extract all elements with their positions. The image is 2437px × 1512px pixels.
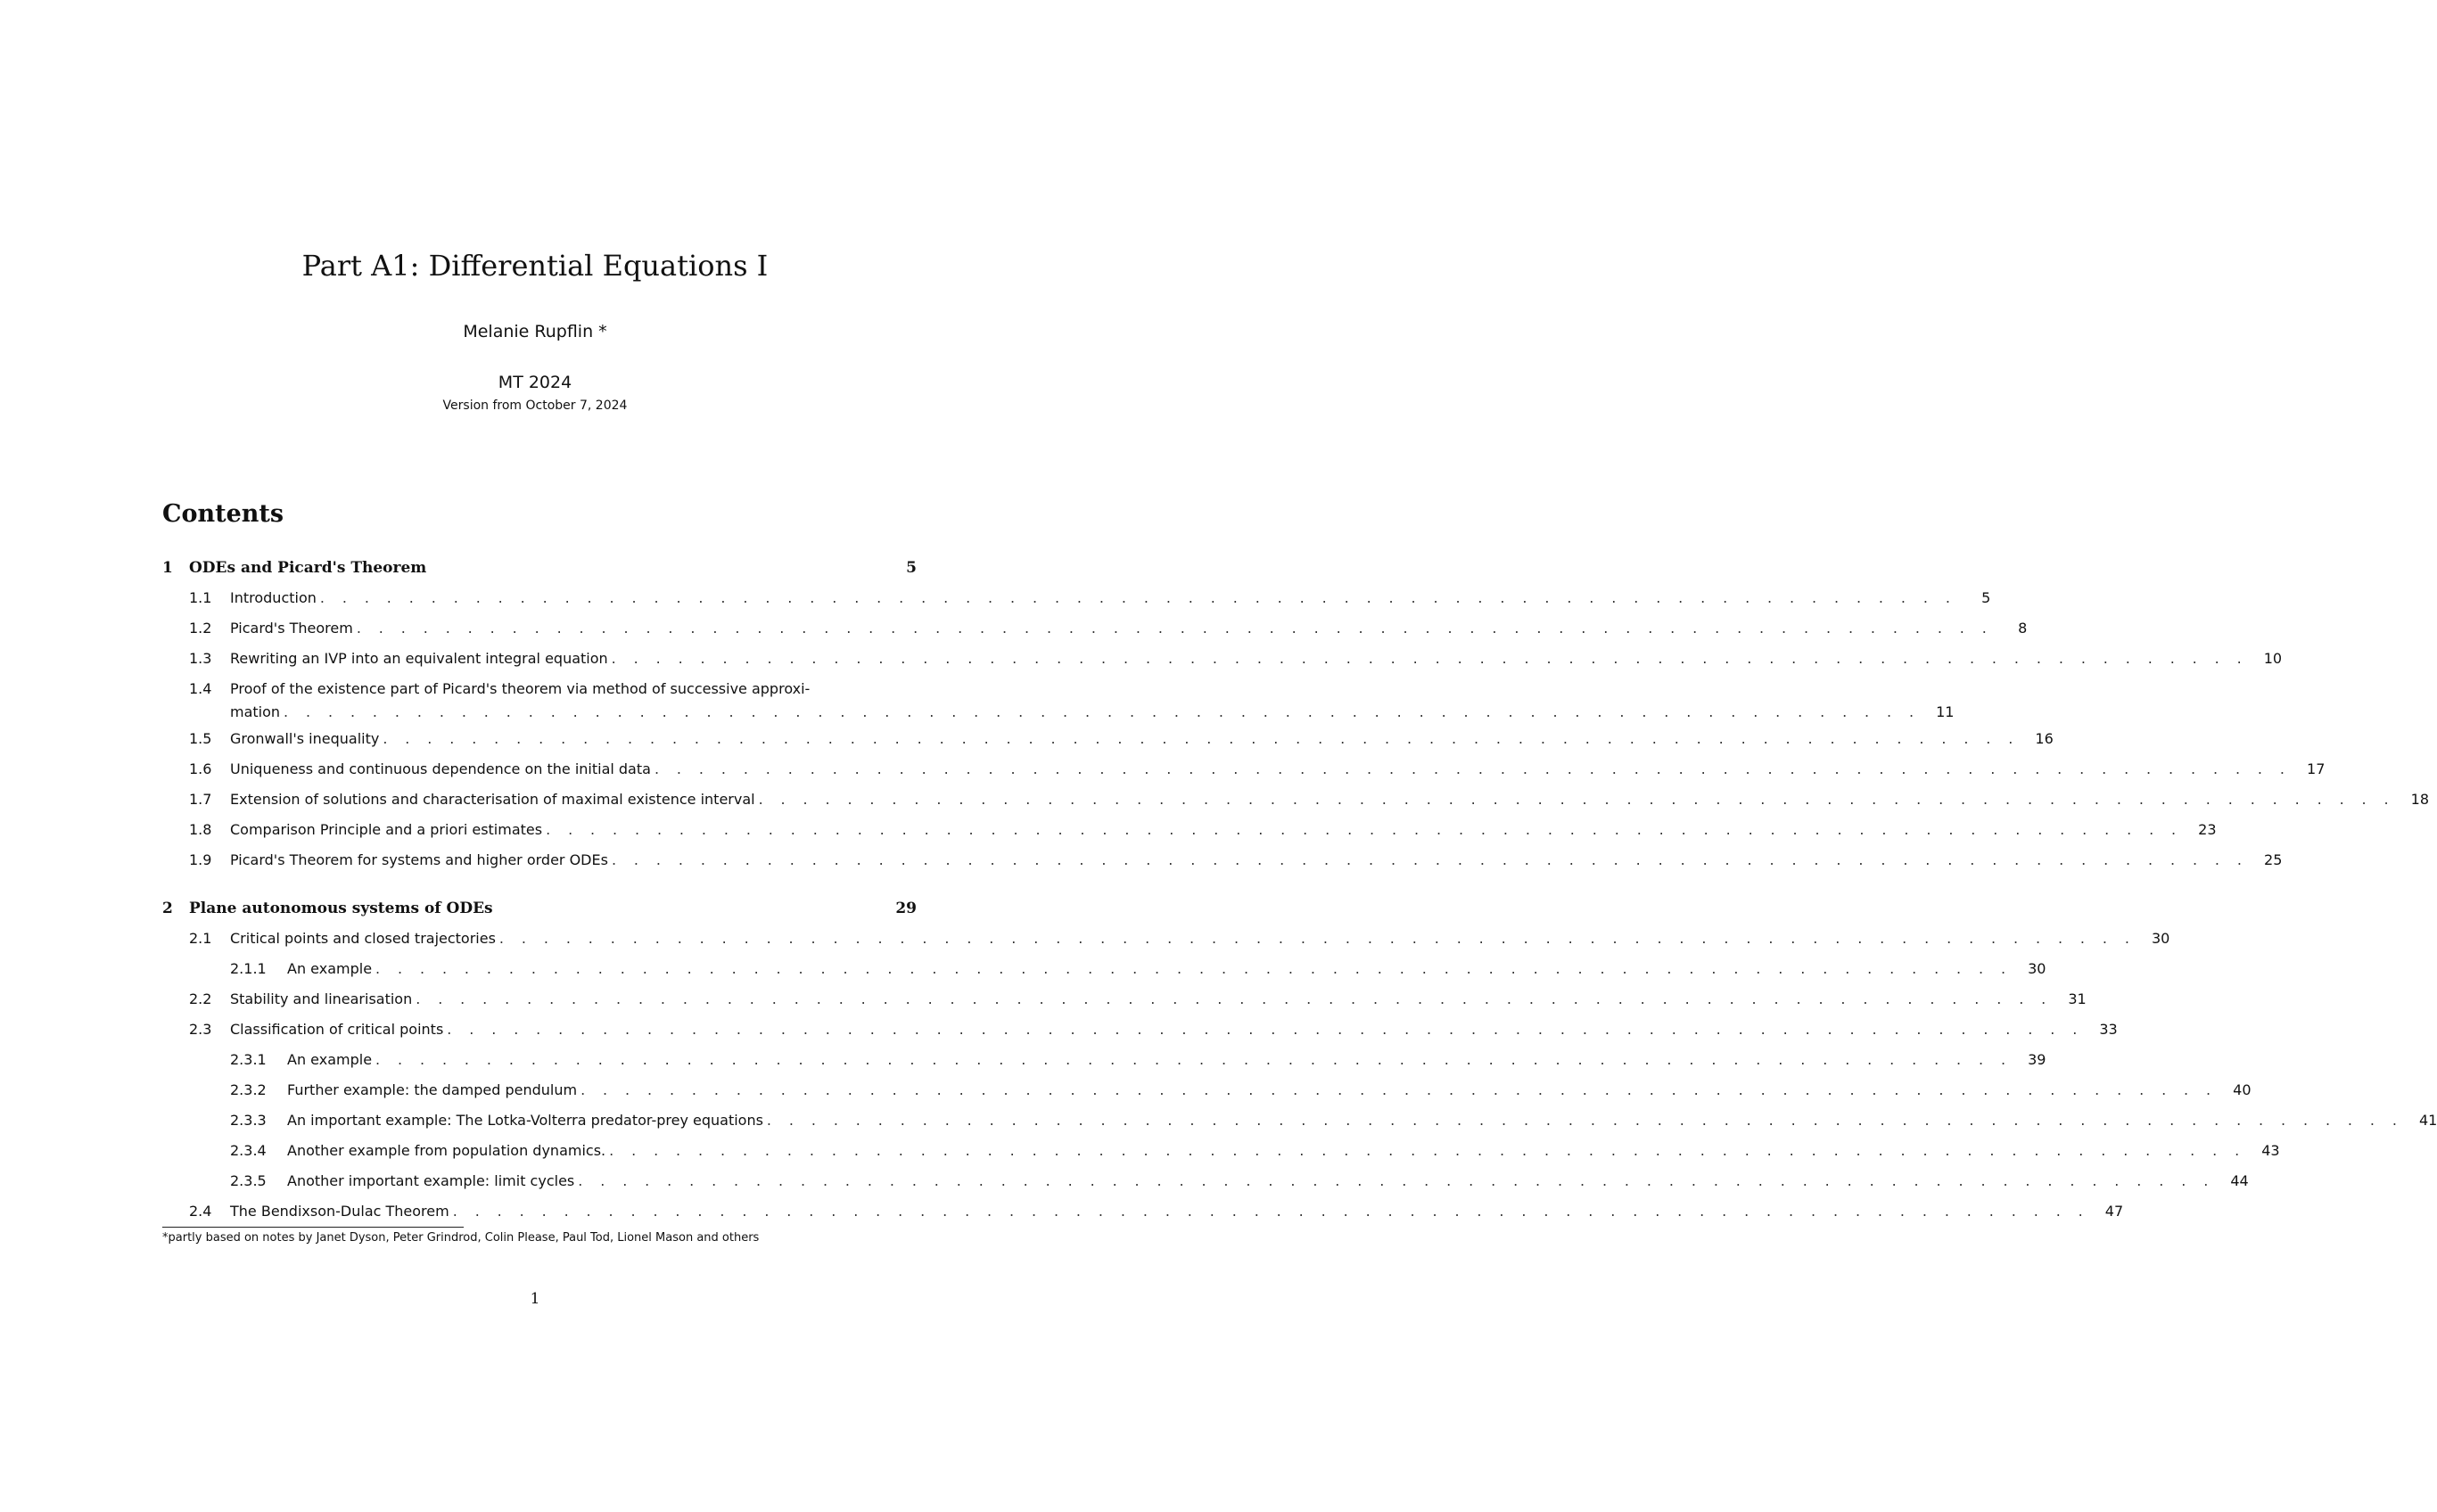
toc-title: Plane autonomous systems of ODEs <box>189 900 493 917</box>
toc-title: Extension of solutions and characterisation of maximal existence interval <box>230 791 755 808</box>
toc-number: 1.3 <box>189 650 212 667</box>
toc-page: 5 <box>1981 589 1991 606</box>
toc-page: 30 <box>2028 960 2046 977</box>
toc-leader: . . . . . . . . . . . . . . . . . . . . . . . . . . . . . . . . . . . . . . . . . . . . . . . . . . . . . . . . . . . . . . . . . . . . . . . . . . <box>580 1081 2218 1098</box>
toc-chapter-2[interactable] <box>162 893 917 924</box>
toc-subsection-2-3-5[interactable] <box>162 1166 2249 1196</box>
toc-section-1-7[interactable] <box>162 785 2430 815</box>
toc-title: The Bendixson-Dulac Theorem <box>230 1203 449 1220</box>
toc-leader: . . . . . . . . . . . . . . . . . . . . . . . . . . . . . . . . . . . . . . . . . . . . . . . . . . . . . . . . . . . . . . . . . . . . . . . . . . <box>611 851 2249 868</box>
toc-number: 1.4 <box>189 680 212 697</box>
toc-section-2-3[interactable] <box>162 1015 2118 1045</box>
toc-page: 8 <box>2018 620 2028 637</box>
toc-title: Introduction <box>230 589 317 606</box>
document-title: Part A1: Differential Equations I <box>301 249 769 283</box>
toc-page: 40 <box>2233 1081 2252 1098</box>
toc-section-2-4[interactable] <box>162 1196 2124 1227</box>
toc-section-2-1[interactable] <box>162 924 2170 954</box>
toc-title-line1: Proof of the existence part of Picard's theorem via method of successive approxi- <box>230 680 811 697</box>
toc-page: 5 <box>906 559 917 577</box>
version-date: Version from October 7, 2024 <box>442 399 628 413</box>
toc-number: 2.3.5 <box>230 1172 267 1189</box>
toc-page: 11 <box>1936 703 1955 720</box>
toc-page: 41 <box>2419 1112 2437 1129</box>
footnote: *partly based on notes by Janet Dyson, Peter Grindrod, Colin Please, Paul Tod, Lionel Mason and others <box>162 1231 760 1245</box>
toc-leader: . . . . . . . . . . . . . . . . . . . . . . . . . . . . . . . . . . . . . . . . . . . . . . . . . . . . . . . . . . . . . . . . . . . . . . . . . . <box>383 730 2020 747</box>
toc-leader: . . . . . . . . . . . . . . . . . . . . . . . . . . . . . . . . . . . . . . . . . . . . . . . . . . . . . . . . . . . . . . . . . . . . . . . . . . <box>654 760 2292 777</box>
toc-section-1-4[interactable] <box>162 674 1955 724</box>
toc-leader: . . . . . . . . . . . . . . . . . . . . . . . . . . . . . . . . . . . . . . . . . . . . . . . . . . . . . . . . . . . . . . . . . . . . . . . . . . <box>546 821 2183 838</box>
toc-leader: . . . . . . . . . . . . . . . . . . . . . . . . . . . . . . . . . . . . . . . . . . . . . . . . . . . . . . . . . . . . . . . . . . . . . . . . . . <box>758 791 2396 808</box>
toc-subsection-2-3-3[interactable] <box>162 1105 2437 1136</box>
toc-subsection-2-3-2[interactable] <box>162 1075 2252 1105</box>
toc-section-1-3[interactable] <box>162 644 2283 674</box>
toc-page: 30 <box>2152 930 2170 947</box>
toc-title: Rewriting an IVP into an equivalent integral equation <box>230 650 608 667</box>
toc-number: 2.4 <box>189 1203 212 1220</box>
toc-number: 2.1.1 <box>230 960 267 977</box>
toc-section-1-9[interactable] <box>162 845 2283 875</box>
toc-leader: . . . . . . . . . . . . . . . . . . . . . . . . . . . . . . . . . . . . . . . . . . . . . . . . . . . . . . . . . . . . . . . . . . . . . . . . . . <box>452 1203 2090 1220</box>
toc-title: Classification of critical points <box>230 1021 444 1038</box>
author: Melanie Rupflin * <box>463 322 607 341</box>
toc-title: Comparison Principle and a priori estimates <box>230 821 543 838</box>
toc-number: 1.2 <box>189 620 212 637</box>
term: MT 2024 <box>498 373 572 392</box>
page-number: 1 <box>530 1290 540 1308</box>
toc-section-1-8[interactable] <box>162 815 2217 845</box>
toc-title: An important example: The Lotka-Volterra predator-prey equations <box>287 1112 763 1129</box>
toc-number: 2.1 <box>189 930 212 947</box>
toc-number: 2.2 <box>189 990 212 1007</box>
toc-chapter-1[interactable] <box>162 553 917 583</box>
toc-section-1-1[interactable] <box>162 583 1991 613</box>
contents-heading: Contents <box>162 500 284 528</box>
toc-number: 2.3.3 <box>230 1112 267 1129</box>
toc-number: 2.3.1 <box>230 1051 267 1068</box>
toc-number: 1.6 <box>189 760 212 777</box>
toc-number: 1.1 <box>189 589 212 606</box>
toc-leader: . . . . . . . . . . . . . . . . . . . . . . . . . . . . . . . . . . . . . . . . . . . . . . . . . . . . . . . . . . . . . . . . . . . . . . . . . . <box>447 1021 2084 1038</box>
toc-leader: . . . . . . . . . . . . . . . . . . . . . . . . . . . . . . . . . . . . . . . . . . . . . . . . . . . . . . . . . . . . . . . . . . . . . . . . . . <box>375 1051 2013 1068</box>
toc-subsection-2-3-1[interactable] <box>162 1045 2046 1075</box>
toc-leader: . . . . . . . . . . . . . . . . . . . . . . . . . . . . . . . . . . . . . . . . . . . . . . . . . . . . . . . . . . . . . . . . . . . . . . . . . . <box>284 703 1921 720</box>
toc-page: 44 <box>2230 1172 2249 1189</box>
toc-title: ODEs and Picard's Theorem <box>189 559 427 577</box>
toc-page: 29 <box>895 900 917 917</box>
toc-page: 47 <box>2104 1203 2124 1220</box>
footnote-divider <box>162 1227 464 1228</box>
toc-page: 31 <box>2068 990 2087 1007</box>
toc-page: 43 <box>2261 1142 2280 1159</box>
toc-number: 2.3 <box>189 1021 212 1038</box>
toc-section-1-2[interactable] <box>162 613 2028 644</box>
toc-page: 17 <box>2307 760 2326 777</box>
toc-section-2-2[interactable] <box>162 984 2087 1015</box>
toc-leader: . . . . . . . . . . . . . . . . . . . . . . . . . . . . . . . . . . . . . . . . . . . . . . . . . . . . . . . . . . . . . . . . . . . . . . . . . . <box>498 930 2136 947</box>
toc-leader: . . . . . . . . . . . . . . . . . . . . . . . . . . . . . . . . . . . . . . . . . . . . . . . . . . . . . . . . . . . . . . . . . . . . . . . . . . <box>578 1172 2215 1189</box>
toc-number: 1.9 <box>189 851 212 868</box>
toc-title: Another important example: limit cycles <box>287 1172 575 1189</box>
toc-leader: . . . . . . . . . . . . . . . . . . . . . . . . . . . . . . . . . . . . . . . . . . . . . . . . . . . . . . . . . . . . . . . . . . . . . . . . . . <box>766 1112 2404 1129</box>
toc-page: 18 <box>2410 791 2430 808</box>
toc-leader: . . . . . . . . . . . . . . . . . . . . . . . . . . . . . . . . . . . . . . . . . . . . . . . . . . . . . . . . . . . . . . . . . . . . . . . . . . <box>609 1142 2246 1159</box>
toc-page: 23 <box>2198 821 2217 838</box>
toc-title: Further example: the damped pendulum <box>287 1081 578 1098</box>
toc-page: 10 <box>2263 650 2283 667</box>
toc-number: 1.8 <box>189 821 212 838</box>
toc-title: Stability and linearisation <box>230 990 413 1007</box>
toc-title: Uniqueness and continuous dependence on the initial data <box>230 760 651 777</box>
toc-number: 1 <box>162 559 173 577</box>
toc-title: Critical points and closed trajectories <box>230 930 496 947</box>
toc-page: 33 <box>2099 1021 2118 1038</box>
toc-number: 2 <box>162 900 173 917</box>
toc-leader: . . . . . . . . . . . . . . . . . . . . . . . . . . . . . . . . . . . . . . . . . . . . . . . . . . . . . . . . . . . . . . . . . . . . . . . . . . <box>375 960 2013 977</box>
toc-title: An example <box>287 960 373 977</box>
toc-leader: . . . . . . . . . . . . . . . . . . . . . . . . . . . . . . . . . . . . . . . . . . . . . . . . . . . . . . . . . . . . . . . . . . . . . . . . . . <box>356 620 1994 637</box>
toc-title: An example <box>287 1051 373 1068</box>
toc-title: Picard's Theorem for systems and higher order ODEs <box>230 851 608 868</box>
toc-title: Gronwall's inequality <box>230 730 380 747</box>
toc-section-1-5[interactable] <box>162 724 2054 754</box>
toc-number: 1.5 <box>189 730 212 747</box>
toc-subsection-2-3-4[interactable] <box>162 1136 2280 1166</box>
toc-leader: . . . . . . . . . . . . . . . . . . . . . . . . . . . . . . . . . . . . . . . . . . . . . . . . . . . . . . . . . . . . . . . . . . . . . . . . . . <box>611 650 2249 667</box>
toc-leader: . . . . . . . . . . . . . . . . . . . . . . . . . . . . . . . . . . . . . . . . . . . . . . . . . . . . . . . . . . . . . . . . . . . . . . . . . . <box>319 589 1957 606</box>
toc-leader: . . . . . . . . . . . . . . . . . . . . . . . . . . . . . . . . . . . . . . . . . . . . . . . . . . . . . . . . . . . . . . . . . . . . . . . . . . <box>416 990 2053 1007</box>
toc-number: 2.3.4 <box>230 1142 267 1159</box>
toc-title: Another example from population dynamics. <box>287 1142 606 1159</box>
toc-title: Picard's Theorem <box>230 620 353 637</box>
toc-page: 16 <box>2035 730 2054 747</box>
table-of-contents <box>162 553 2437 1227</box>
toc-title-line2: mation <box>230 703 281 720</box>
toc-page: 25 <box>2264 851 2283 868</box>
toc-subsection-2-1-1[interactable] <box>162 954 2046 984</box>
toc-section-1-6[interactable] <box>162 754 2326 785</box>
toc-number: 1.7 <box>189 791 212 808</box>
toc-page: 39 <box>2028 1051 2046 1068</box>
toc-number: 2.3.2 <box>230 1081 267 1098</box>
